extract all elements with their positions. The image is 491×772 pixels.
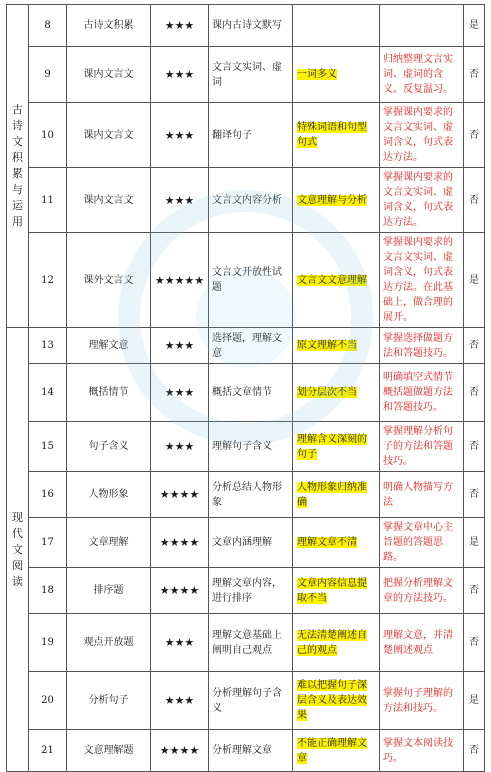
- method-cell: 掌握文本阅读技巧。: [380, 730, 464, 772]
- difficulty-stars: ★★★: [151, 103, 209, 168]
- weakness-highlight: 特殊词语和句型句式: [297, 122, 367, 148]
- weakness-highlight: 理解含义深刻的句子: [297, 433, 367, 460]
- key-flag: 是: [464, 672, 485, 730]
- table-row: [7, 422, 485, 472]
- table-row: [7, 233, 485, 328]
- row-number: 8: [29, 5, 67, 47]
- weakness-cell: [293, 328, 380, 364]
- exam-content: 分析理解句子含义: [209, 672, 293, 730]
- key-flag: 是: [464, 518, 485, 568]
- key-flag: 否: [464, 364, 485, 422]
- weakness-cell: [293, 103, 380, 168]
- method-cell: 理解文意，并清楚阐述观点: [380, 614, 464, 672]
- row-number: 10: [29, 103, 67, 168]
- question-type: 排序题: [67, 568, 151, 614]
- table-row: [7, 5, 485, 47]
- question-type: 文章理解: [67, 518, 151, 568]
- method-cell: 掌握句子理解的方法和技巧。: [380, 672, 464, 730]
- question-type: 文意理解题: [67, 730, 151, 772]
- weakness-highlight: 一词多义: [297, 69, 337, 80]
- exam-content: 课内古诗文默写: [209, 5, 293, 47]
- exam-content: 文言文开放性试题: [209, 233, 293, 328]
- section-label-modern: 现代文阅读: [7, 328, 29, 772]
- weakness-cell: [293, 614, 380, 672]
- row-number: 18: [29, 568, 67, 614]
- difficulty-stars: ★★★★: [151, 472, 209, 518]
- difficulty-stars: ★★★★: [151, 518, 209, 568]
- question-type: 课内文言文: [67, 103, 151, 168]
- key-flag: 否: [464, 568, 485, 614]
- exam-content: 选择题，理解文意: [209, 328, 293, 364]
- exam-content: 文言文内容分析: [209, 168, 293, 233]
- difficulty-stars: ★★★: [151, 168, 209, 233]
- weakness-cell: [293, 364, 380, 422]
- method-cell: 掌握文章中心主旨题的答题思路。: [380, 518, 464, 568]
- exam-content: 理解文意基础上阐明自己观点: [209, 614, 293, 672]
- table-row: [7, 103, 485, 168]
- row-number: 17: [29, 518, 67, 568]
- weakness-cell: [293, 168, 380, 233]
- difficulty-stars: ★★★: [151, 328, 209, 364]
- exam-content: 概括文章情节: [209, 364, 293, 422]
- key-flag: 是: [464, 233, 485, 328]
- table-row: [7, 730, 485, 772]
- weakness-highlight: 文意理解与分析: [297, 194, 367, 206]
- question-type: 课内文言文: [67, 168, 151, 233]
- question-type: 人物形象: [67, 472, 151, 518]
- key-flag: 否: [464, 47, 485, 103]
- question-type: 古诗文积累: [67, 5, 151, 47]
- exam-content: 翻译句子: [209, 103, 293, 168]
- weakness-highlight: 无法清楚阐述自己的观点: [297, 629, 367, 656]
- method-cell: 明确人物描写方法: [380, 472, 464, 518]
- weakness-highlight: 划分层次不当: [297, 387, 357, 398]
- row-number: 21: [29, 730, 67, 772]
- difficulty-stars: ★★★: [151, 47, 209, 103]
- table-row: [7, 364, 485, 422]
- exam-content: 文章内涵理解: [209, 518, 293, 568]
- exam-content: 理解文章内容，进行排序: [209, 568, 293, 614]
- method-cell: 把握分析理解文章的方法技巧。: [380, 568, 464, 614]
- row-number: 11: [29, 168, 67, 233]
- table-row: [7, 328, 485, 364]
- key-flag: 否: [464, 730, 485, 772]
- table-row: [7, 568, 485, 614]
- weakness-cell: [293, 672, 380, 730]
- weakness-highlight: 理解文章不清: [297, 537, 357, 548]
- difficulty-stars: ★★★★: [151, 730, 209, 772]
- exam-content: 文言文实词、虚词: [209, 47, 293, 103]
- knowledge-table-page: [6, 4, 484, 772]
- key-flag: 否: [464, 614, 485, 672]
- row-number: 14: [29, 364, 67, 422]
- question-type: 课内文言文: [67, 47, 151, 103]
- row-number: 15: [29, 422, 67, 472]
- knowledge-point-table: [6, 4, 485, 772]
- question-type: 观点开放题: [67, 614, 151, 672]
- weakness-highlight: 原文理解不当: [297, 340, 357, 351]
- weakness-highlight: 不能正确理解文章: [297, 737, 367, 764]
- row-number: 19: [29, 614, 67, 672]
- weakness-cell: [293, 568, 380, 614]
- weakness-cell: [293, 5, 380, 47]
- difficulty-stars: ★★★: [151, 672, 209, 730]
- key-flag: 否: [464, 168, 485, 233]
- method-cell: 掌握课内要求的文言文实词、虚词含义，句式表达方法。: [380, 168, 464, 233]
- table-row: [7, 47, 485, 103]
- question-type: 概括情节: [67, 364, 151, 422]
- table-row: [7, 168, 485, 233]
- weakness-cell: [293, 47, 380, 103]
- weakness-highlight: 难以把握句子深层含义及表达效果: [297, 680, 367, 721]
- weakness-cell: [293, 730, 380, 772]
- method-cell: 掌握课内要求的文言文实词、虚词含义，句式表达方法。: [380, 103, 464, 168]
- question-type: 分析句子: [67, 672, 151, 730]
- method-cell: [380, 5, 464, 47]
- section-label-classical: 古诗文积累与运用: [7, 5, 29, 328]
- table-row: [7, 672, 485, 730]
- weakness-highlight: 人物形象归纳准确: [297, 481, 367, 508]
- method-cell: 掌握课内要求的文言文实词、虚词含义，句式表达方法。在此基础上，做合理的展开。: [380, 233, 464, 328]
- row-number: 9: [29, 47, 67, 103]
- weakness-cell: [293, 472, 380, 518]
- difficulty-stars: ★★★: [151, 364, 209, 422]
- difficulty-stars: ★★★: [151, 5, 209, 47]
- key-flag: 否: [464, 472, 485, 518]
- difficulty-stars: ★★★: [151, 614, 209, 672]
- table-row: [7, 518, 485, 568]
- difficulty-stars: ★★★★★: [151, 233, 209, 328]
- difficulty-stars: ★★★★: [151, 568, 209, 614]
- key-flag: 否: [464, 328, 485, 364]
- row-number: 20: [29, 672, 67, 730]
- method-cell: 掌握选择做题方法和答题技巧。: [380, 328, 464, 364]
- weakness-cell: [293, 518, 380, 568]
- question-type: 句子含义: [67, 422, 151, 472]
- key-flag: 否: [464, 103, 485, 168]
- key-flag: 是: [464, 5, 485, 47]
- weakness-highlight: 文章内容信息提取不当: [297, 577, 367, 604]
- method-cell: 归纳整理文言实词、虚词的含义。反复温习。: [380, 47, 464, 103]
- weakness-highlight: 文言文文意理解: [297, 274, 367, 286]
- method-cell: 明确填空式情节概括题做题方法和答题技巧。: [380, 364, 464, 422]
- key-flag: 否: [464, 422, 485, 472]
- exam-content: 分析理解文章: [209, 730, 293, 772]
- question-type: 理解文意: [67, 328, 151, 364]
- row-number: 12: [29, 233, 67, 328]
- question-type: 课外文言文: [67, 233, 151, 328]
- weakness-cell: [293, 422, 380, 472]
- table-row: [7, 614, 485, 672]
- table-row: [7, 472, 485, 518]
- weakness-cell: [293, 233, 380, 328]
- row-number: 13: [29, 328, 67, 364]
- exam-content: 理解句子含义: [209, 422, 293, 472]
- difficulty-stars: ★★★: [151, 422, 209, 472]
- method-cell: 掌握理解分析句子的方法和答题技巧。: [380, 422, 464, 472]
- exam-content: 分析总结人物形象: [209, 472, 293, 518]
- row-number: 16: [29, 472, 67, 518]
